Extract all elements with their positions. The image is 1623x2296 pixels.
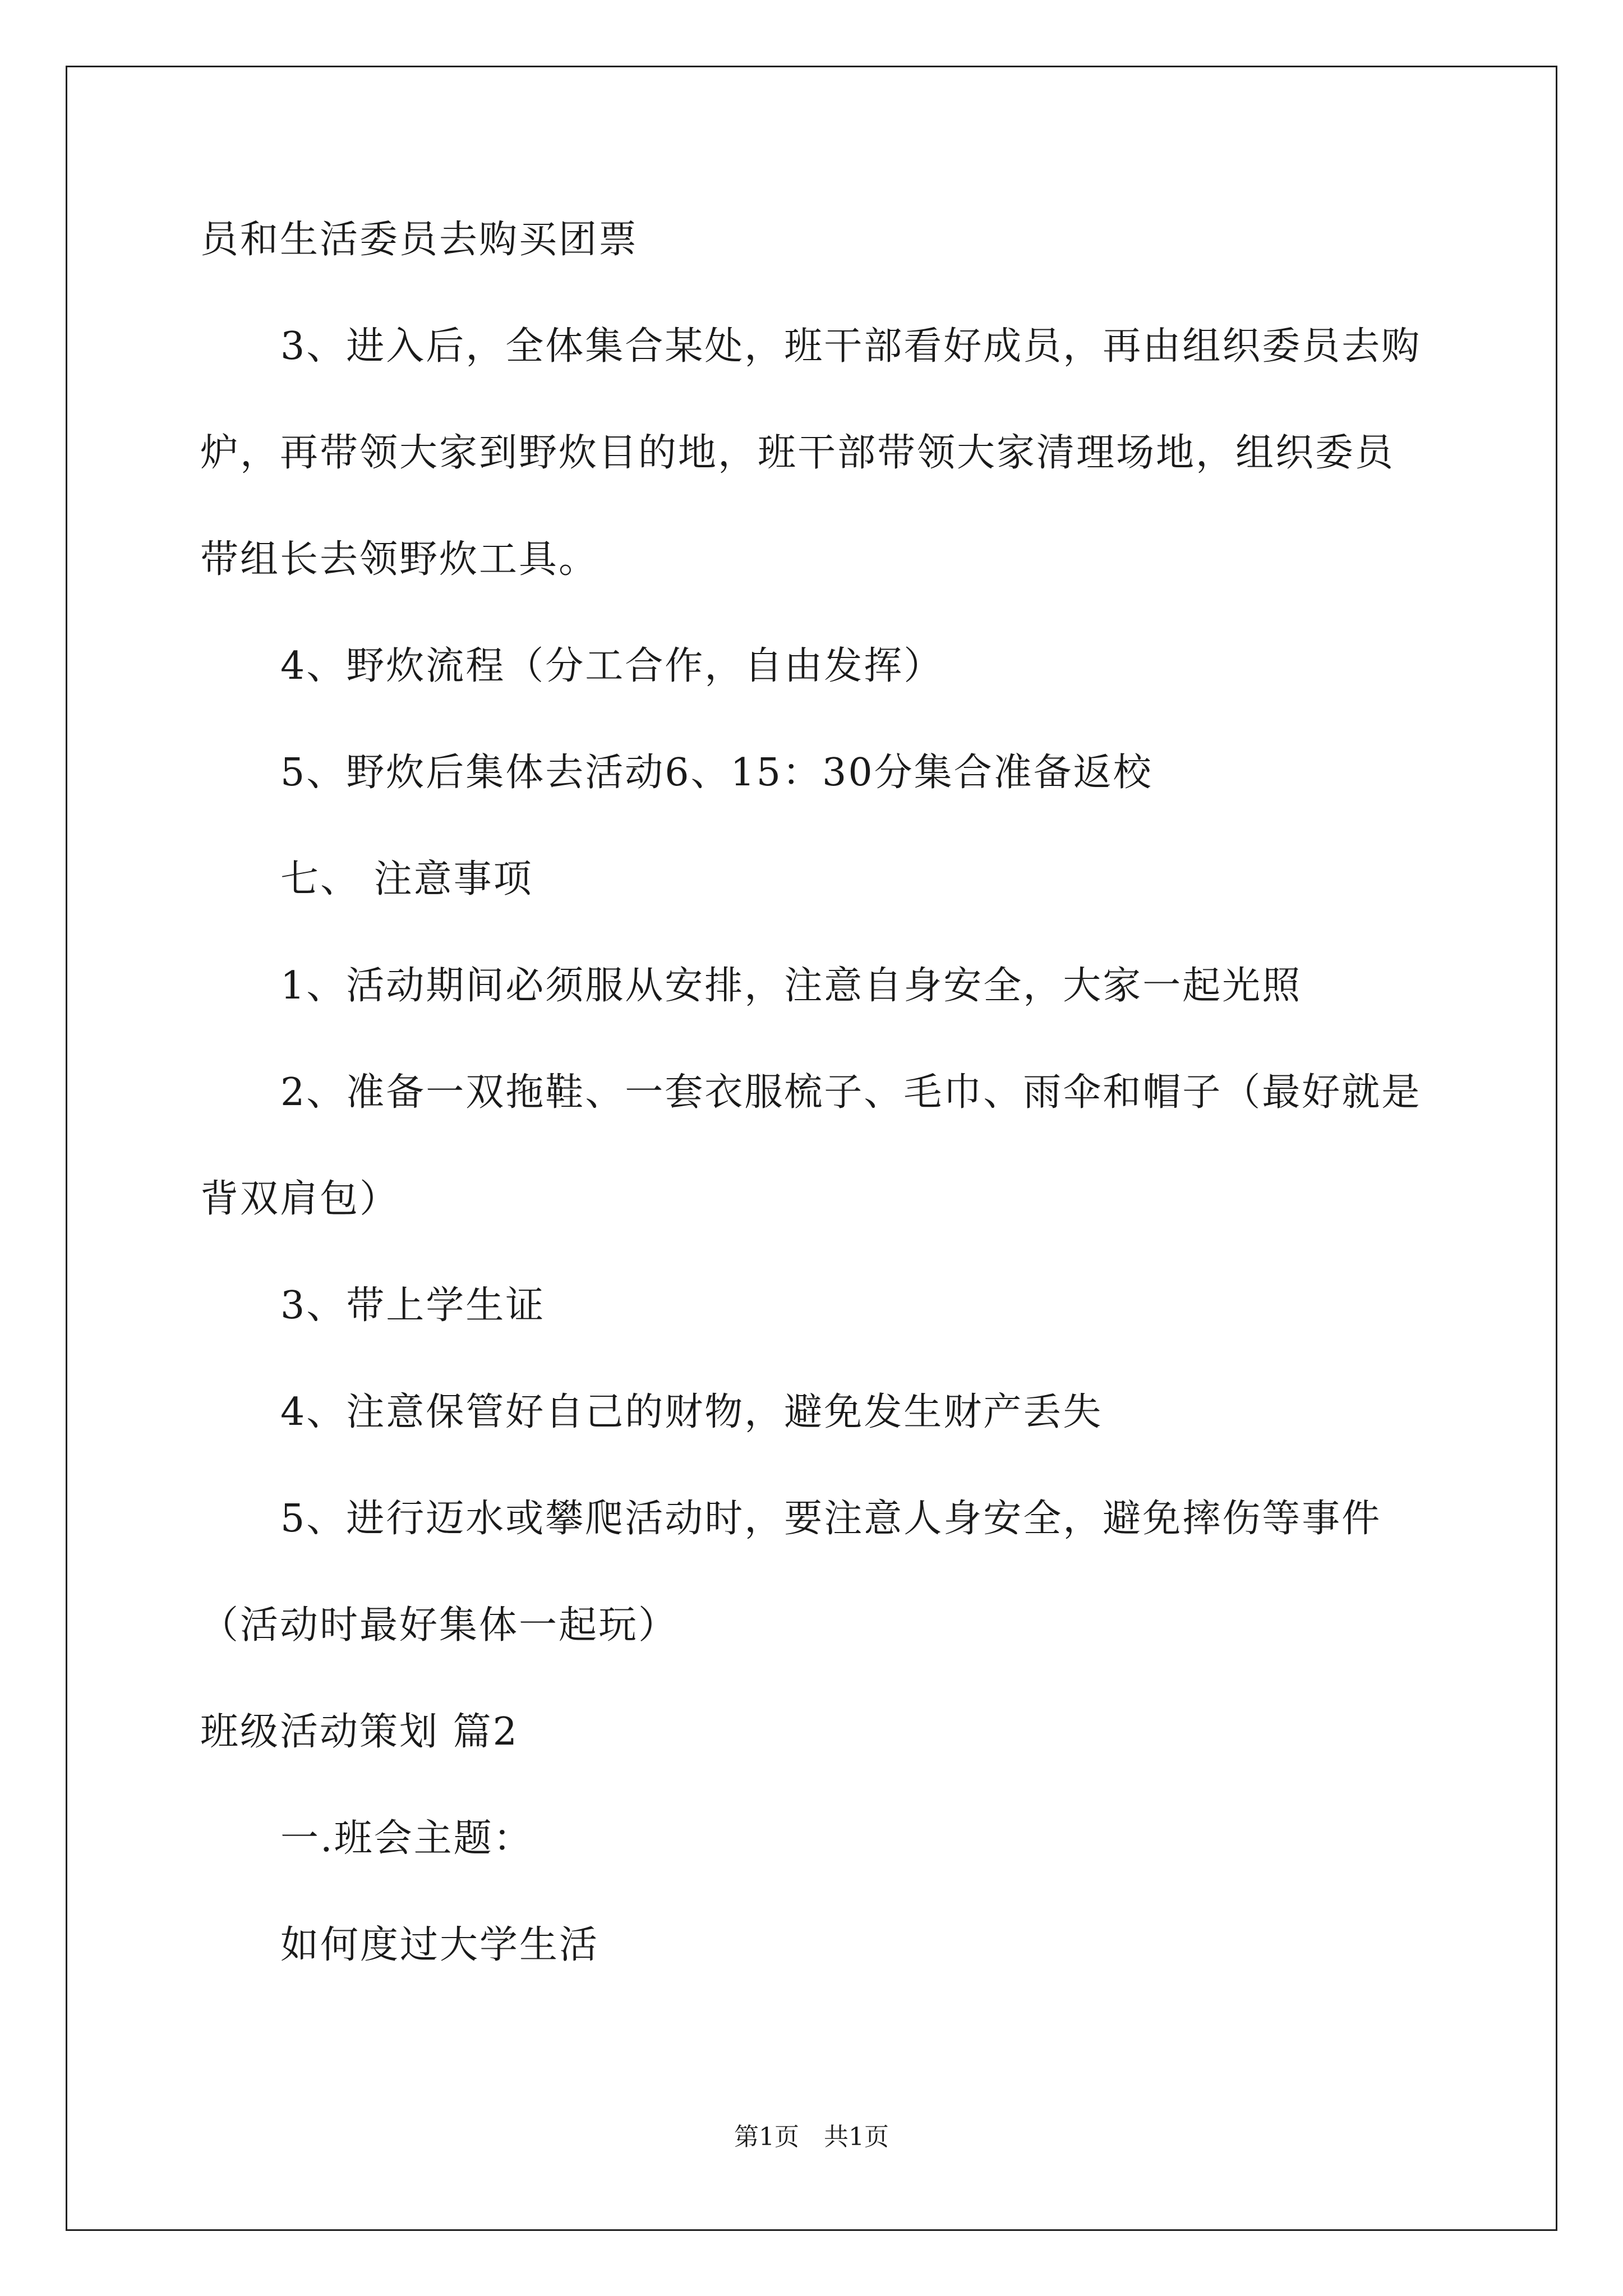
article-heading: 班级活动策划 篇2 xyxy=(200,1710,519,1754)
text-line: 如何度过大学生活 xyxy=(280,1923,600,1967)
text-line: 背双肩包） xyxy=(200,1177,400,1221)
text-line: 5、进行迈水或攀爬活动时，要注意人身安全，避免摔伤等事件 xyxy=(280,1497,1382,1541)
text-line: 一.班会主题： xyxy=(280,1816,533,1861)
text-line: 炉，再带领大家到野炊目的地，班干部带领大家清理场地，组织委员 xyxy=(200,431,1395,475)
text-line: 3、进入后，全体集合某处，班干部看好成员，再由组织委员去购 xyxy=(280,324,1422,369)
section-heading: 七、 注意事项 xyxy=(280,857,533,901)
text-line: （活动时最好集体一起玩） xyxy=(200,1603,679,1648)
text-line: 2、准备一双拖鞋、一套衣服梳子、毛巾、雨伞和帽子（最好就是 xyxy=(280,1070,1422,1115)
text-line: 4、注意保管好自己的财物，避免发生财产丢失 xyxy=(280,1390,1103,1434)
page-border xyxy=(66,66,1557,2231)
text-line: 员和生活委员去购买团票 xyxy=(200,218,639,262)
text-line: 3、带上学生证 xyxy=(280,1283,546,1328)
text-line: 4、野炊流程（分工合作，自由发挥） xyxy=(280,644,944,688)
page-footer: 第1页 共1页 xyxy=(734,2123,889,2151)
text-line: 5、野炊后集体去活动6、15：30分集合准备返校 xyxy=(280,751,1153,795)
text-line: 1、活动期间必须服从安排，注意自身安全，大家一起光照 xyxy=(280,964,1302,1008)
text-line: 带组长去领野炊工具。 xyxy=(200,537,599,582)
